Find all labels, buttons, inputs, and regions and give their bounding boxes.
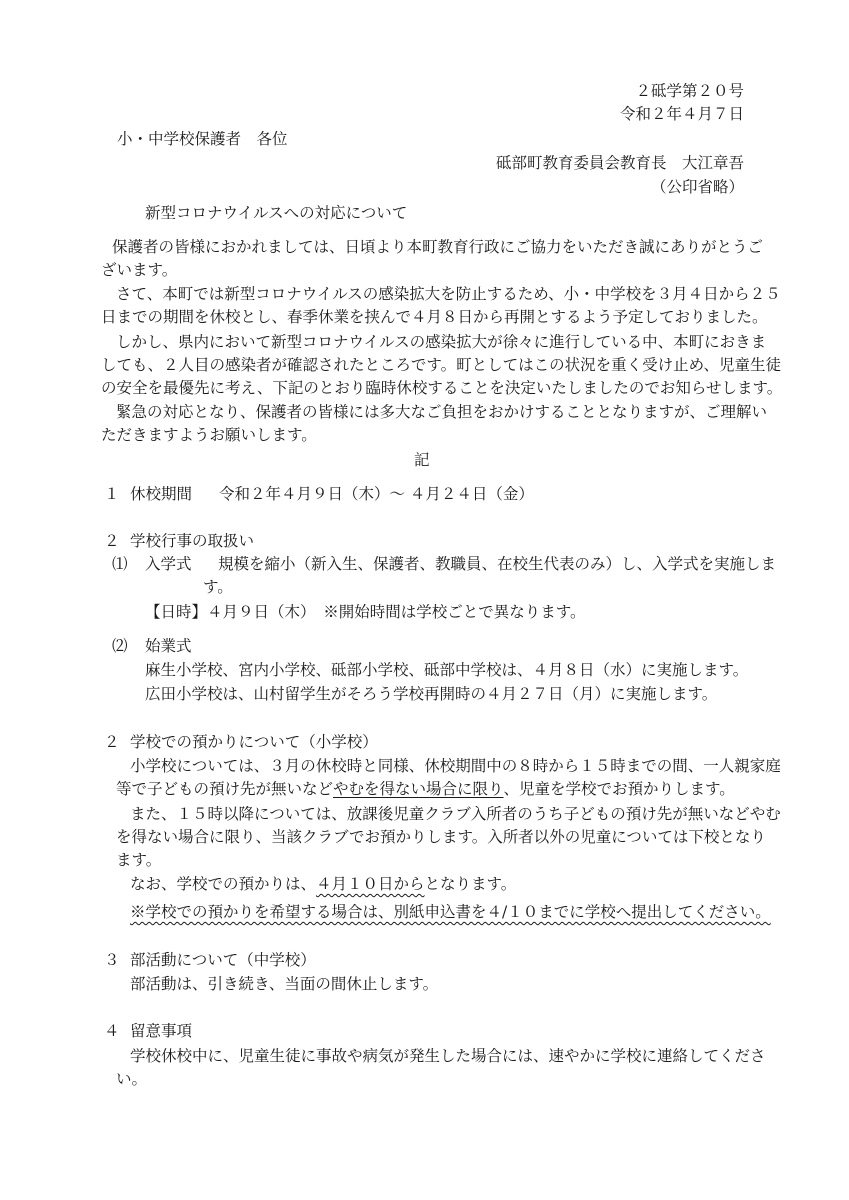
intro-p2-line2: 日までの期間を休校とし、春季休業を挟んで４月８日から再開とするよう予定しておりました。 [101, 308, 768, 326]
section5-text-line1: 学校休校中に、児童生徒に事故や病気が発生した場合には、速やかに学校に連絡してくださ [130, 1047, 766, 1065]
ki-marker: 記 [414, 451, 430, 469]
intro-p1-line1: 保護者の皆様におかれましては、日頃より本町教育行政にご協力をいただき誠にありがとうご [112, 238, 764, 256]
intro-p3-line2: しても、２人目の感染者が確認されたところです。町としてはこの状況を重く受け止め、児童生徒 [101, 356, 781, 374]
section2-number: ２ [104, 532, 120, 550]
section3-number: ２ [104, 733, 120, 751]
intro-p2-line1: さて、本町では新型コロナウイルスの感染拡大を防止するため、小・中学校を３月４日から２５ [116, 285, 781, 303]
intro-p3-line1: しかし、県内において新型コロナウイルスの感染拡大が徐々に進行している中、本町におきま [116, 333, 767, 351]
section4-heading: 部活動について（中学校） [130, 951, 316, 969]
section2-item2-line1: 麻生小学校、宮内小学校、砥部小学校、砥部中学校は、４月８日（水）に実施します。 [145, 661, 749, 679]
section3-p3 [130, 873, 516, 895]
intro-p4-line1: 緊急の対応となり、保護者の皆様には多大なご負担をおかけすることとなりますが、ご理解い [116, 403, 768, 421]
section2-item1-label: 入学式 [145, 555, 192, 573]
section3-p2-line2: を得ない場合に限り、当該クラブでお預かりします。入所者以外の児童については下校となり [116, 828, 766, 846]
section3-p3-date: ４月１０日から [316, 875, 425, 893]
intro-p3-line3: の安全を最優先に考え、下記のとおり臨時休校することを決定いたしましたのでお知らせします。 [101, 379, 783, 397]
section3-p2-line3: ます。 [116, 851, 162, 869]
section4-text: 部活動は、引き続き、当面の間休止します。 [130, 975, 439, 993]
section2-item2-label: 始業式 [145, 637, 192, 655]
section3-p1-line2 [116, 778, 735, 800]
section3-p3-c: となります。 [424, 875, 517, 893]
section2-item1-date: 【日時】４月９日（木） ※開始時間は学校ごとで異なります。 [145, 603, 586, 621]
section4-number: ３ [104, 951, 120, 969]
section2-item1-text-line1: 規模を縮小（新入生、保護者、教職員、在校生代表のみ）し、入学式を実施しま [218, 555, 777, 573]
section3-p1-line2-a: 等で子どもの預け先が無いなど [116, 780, 334, 798]
section3-p1-emphasis: やむを得ない場合に限り [333, 780, 504, 798]
section3-heading: 学校での預かりについて（小学校） [130, 733, 378, 751]
section3-note [130, 901, 771, 923]
intro-p1-line2: ざいます。 [101, 261, 178, 279]
section2-item2-line2: 広田小学校は、山村留学生がそろう学校再開時の４月２７日（月）に実施します。 [145, 685, 718, 703]
section5-number: ４ [104, 1022, 120, 1040]
addressee: 小・中学校保護者 各位 [117, 130, 288, 148]
document-title: 新型コロナウイルスへの対応について [145, 204, 408, 222]
section2-item1-text-line2: す。 [203, 578, 233, 596]
seal-note: （公印省略） [650, 178, 744, 196]
section5-heading: 留意事項 [130, 1022, 193, 1040]
section3-note-text: ※学校での預かりを希望する場合は、別紙申込書を４/１０までに学校へ提出してください。 [130, 903, 771, 921]
section3-p2-line1: また、１５時以降については、放課後児童クラブ入所者のうち子どもの預け先が無いなどやむ [130, 805, 781, 823]
section3-p3-a: なお、学校での預かりは、 [130, 875, 317, 893]
section2-item1-number: ⑴ [112, 555, 128, 573]
section3-p1-line1: 小学校については、３月の休校時と同様、休校期間中の８時から１５時までの間、一人親家庭 [130, 757, 781, 775]
section2-heading: 学校行事の取扱い [130, 532, 255, 550]
intro-p4-line2: ただきますようお願いします。 [101, 426, 317, 444]
section1-value: 令和２年４月９日（木）～ ４月２４日（金） [219, 485, 534, 503]
document-number: ２砥学第２０号 [635, 82, 744, 100]
section2-item2-number: ⑵ [112, 637, 128, 655]
section1-number: １ [104, 485, 120, 503]
section5-text-line2: い。 [116, 1070, 148, 1088]
section1-label: 休校期間 [130, 485, 193, 503]
document-date: 令和２年４月７日 [619, 105, 744, 123]
section3-p1-line2-c: 、児童を学校でお預かりします。 [503, 780, 735, 798]
sender: 砥部町教育委員会教育長 大江章吾 [495, 154, 744, 172]
